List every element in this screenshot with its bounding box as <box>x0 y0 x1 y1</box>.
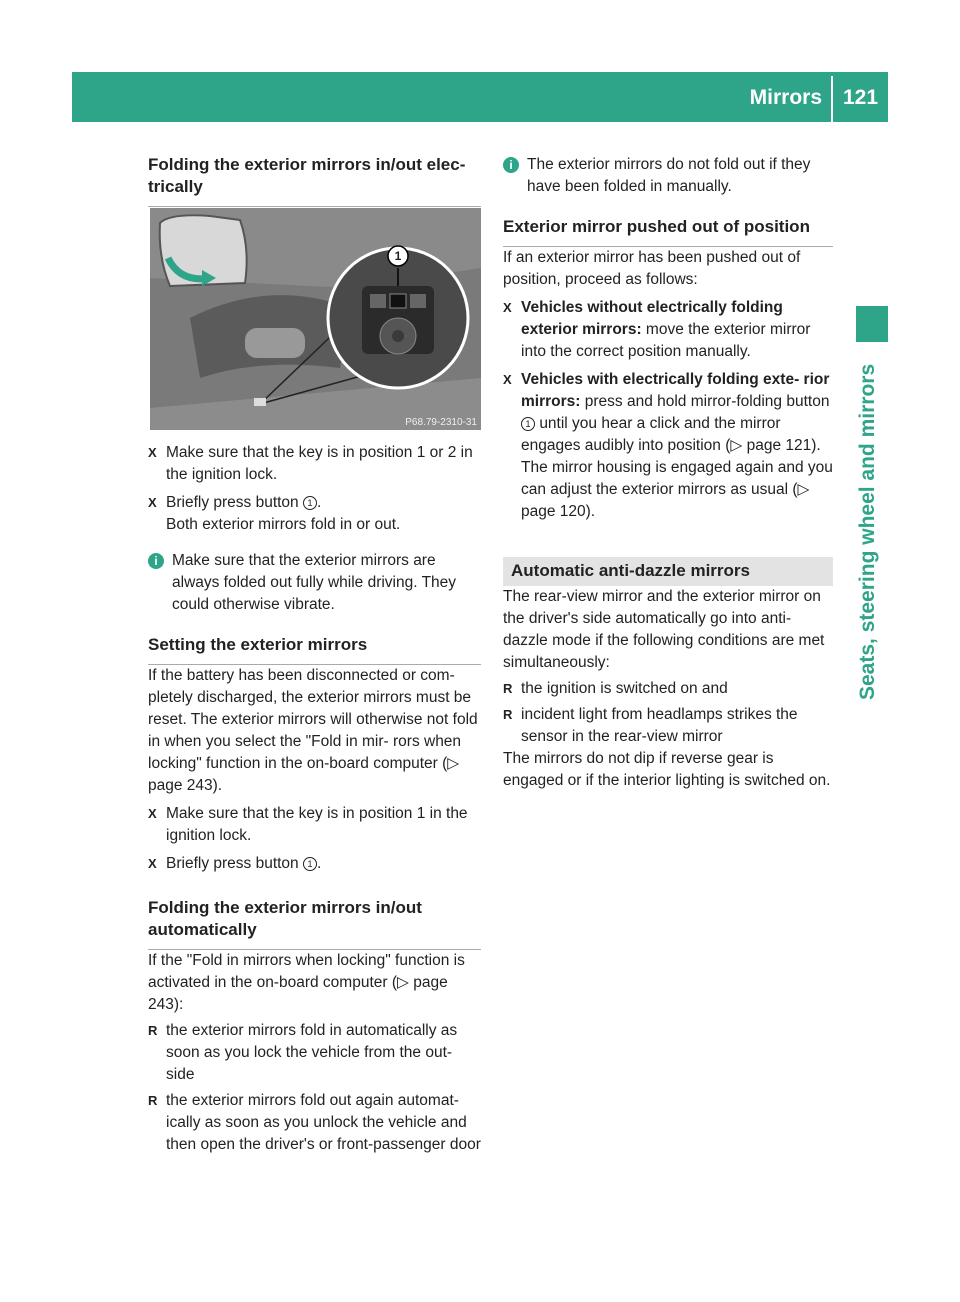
step-press-button: X Briefly press button 1 . Both exterior mirrors fold in or out. <box>148 492 481 536</box>
para-fold-when-locking: If the "Fold in mirrors when locking" function is activated in the on-board computer (▷ page 243): <box>148 952 465 1013</box>
para-no-dip: The mirrors do not dip if reverse gear is engaged or if the interior lighting is switched on. <box>503 750 831 789</box>
list-item-text: incident light from headlamps strikes the sensor in the rear-view mirror <box>521 706 798 745</box>
step-text: Briefly press button <box>166 855 299 872</box>
list-item <box>503 678 833 700</box>
step-with-electric <box>503 369 833 523</box>
para-reset: If the battery has been disconnected or com- pletely discharged, the exterior mirrors must be reset. The exterior mirrors will otherwise not fold in when you select the "Fold in mir- rors when locking" function in the on-board computer (▷ page 243). <box>148 667 478 794</box>
step-text: move the exterior mirror into the correct position manually. <box>521 321 811 360</box>
door-panel-illustration <box>150 208 481 430</box>
step-text: Make sure that the key is in position 1 or 2 in the ignition lock. <box>166 444 473 483</box>
arrow-marker: X <box>148 806 157 821</box>
step-bold-text: Vehicles with electrically folding exte- rior mirrors: <box>521 371 830 410</box>
step-result-text: Both exterior mirrors fold in or out. <box>166 516 401 533</box>
info-icon: i <box>148 553 164 569</box>
list-item-text: the ignition is switched on and <box>521 680 728 697</box>
info-note-folded-out <box>148 550 481 616</box>
callout-1: 1 <box>394 249 402 263</box>
left-column <box>148 442 481 1156</box>
bullet-marker: R <box>148 1023 158 1038</box>
step-text: Briefly press button <box>166 494 299 511</box>
button-1-symbol: 1 <box>303 857 317 871</box>
header-divider <box>831 76 833 122</box>
bullet-marker: R <box>503 681 513 696</box>
arrow-marker: X <box>503 300 512 315</box>
chapter-tab <box>856 306 888 342</box>
arrow-marker: X <box>148 856 157 871</box>
heading-pushed-out: Exterior mirror pushed out of position <box>503 216 833 247</box>
door-panel-figure <box>150 208 481 430</box>
step-text: press and hold mirror-folding button <box>584 393 830 410</box>
step-key-position <box>148 442 481 486</box>
button-1-symbol: 1 <box>521 417 535 431</box>
info-icon: i <box>503 157 519 173</box>
step-without-electric <box>503 297 833 363</box>
step-bold-text: Vehicles without electrically folding exterior mirrors: <box>521 299 783 338</box>
list-item-text: the exterior mirrors fold out again automat- ically as soon as you unlock the vehicle and then open the driver's or front-passenger door <box>166 1092 481 1153</box>
list-item-text: the exterior mirrors fold in automatically as soon as you lock the vehicle from the out- side <box>166 1022 458 1083</box>
chapter-label: Seats, steering wheel and mirrors <box>856 363 879 700</box>
section-band-anti-dazzle: Automatic anti-dazzle mirrors <box>503 557 833 586</box>
right-column <box>503 154 833 792</box>
list-item <box>148 1020 481 1086</box>
bullet-marker: R <box>503 707 513 722</box>
info-text: The exterior mirrors do not fold out if they have been folded in manually. <box>527 156 811 195</box>
step-text: until you hear a click and the mirror engages audibly into position (▷ page 121). <box>521 415 821 454</box>
info-note-folded-manually <box>503 154 833 198</box>
info-text: Make sure that the exterior mirrors are always folded out fully while driving. They could otherwise vibrate. <box>172 552 457 613</box>
button-1-symbol: 1 <box>303 496 317 510</box>
arrow-marker: X <box>148 495 157 510</box>
section-title: Mirrors <box>749 86 822 109</box>
heading-folding-automatically: Folding the exterior mirrors in/out automatically <box>148 897 481 950</box>
step-result-text: The mirror housing is engaged again and you can adjust the exterior mirrors as usual (▷ page 120). <box>521 459 833 520</box>
para-pushed-out: If an exterior mirror has been pushed out of position, proceed as follows: <box>503 249 801 288</box>
list-item <box>503 704 833 748</box>
para-anti-dazzle: The rear-view mirror and the exterior mirror on the driver's side automatically go into anti- dazzle mode if the following conditions are met simultaneously: <box>503 588 825 671</box>
step-key-position-1 <box>148 803 481 847</box>
step-press-button-2: X Briefly press button 1 . <box>148 853 481 875</box>
page-number: 121 <box>843 86 879 109</box>
step-text: Make sure that the key is in position 1 in the ignition lock. <box>166 805 468 844</box>
arrow-marker: X <box>148 445 157 460</box>
bullet-marker: R <box>148 1093 158 1108</box>
arrow-marker: X <box>503 372 512 387</box>
heading-setting-mirrors: Setting the exterior mirrors <box>148 634 481 665</box>
heading-folding-electrically: Folding the exterior mirrors in/out elec- trically <box>148 154 481 207</box>
figure-code: P68.79-2310-31 <box>405 417 477 428</box>
left-column-top <box>148 154 481 207</box>
list-item <box>148 1090 481 1156</box>
